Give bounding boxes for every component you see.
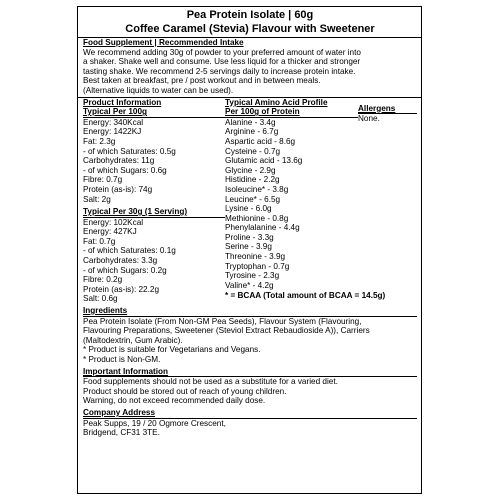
amino-row: Threonine - 3.9g xyxy=(225,252,286,262)
ingredients-heading: Ingredients xyxy=(83,306,128,316)
company-section xyxy=(83,408,417,438)
per30-row: Carbohydrates: 3.3g xyxy=(83,256,158,266)
ingredients-line: * Product is Non-GM. xyxy=(83,355,161,364)
supplement-line: We recommend adding 30g of powder to your preferred amount of water into xyxy=(83,47,361,57)
amino-row: Cysteine - 0.7g xyxy=(225,146,281,156)
product-subtitle: Coffee Caramel (Stevia) Flavour with Sweetener xyxy=(125,22,375,35)
ingredients-line: (Maltodextrin, Gum Arabic). xyxy=(83,335,183,345)
amino-row: Aspartic acid - 8.6g xyxy=(225,136,296,146)
company-line: Peak Supps, 19 / 20 Ogmore Crescent, xyxy=(83,418,417,429)
product-info-column xyxy=(83,98,225,304)
per100-row: - of which Saturates: 0.5g xyxy=(83,146,176,156)
per100-row: Fat: 2.3g xyxy=(83,136,116,146)
ingredients-line: * Product is suitable for Vegetarians and Vegans. xyxy=(83,345,261,355)
supplement-section xyxy=(83,38,417,96)
important-line: Product should be stored out of reach of young children. xyxy=(83,386,287,396)
amino-row: Phenylalanine - 4.4g xyxy=(225,223,300,233)
per100-row: Carbohydrates: 11g xyxy=(83,156,155,166)
per100-row: Energy: 340Kcal xyxy=(83,117,225,128)
important-heading: Important Information xyxy=(83,366,169,376)
allergens-column xyxy=(358,98,417,304)
amino-subheading: Per 100g of Protein xyxy=(225,107,300,117)
amino-row: Tryptophan - 0.7g xyxy=(225,261,290,271)
per100-row: Energy: 1422KJ xyxy=(83,127,142,137)
amino-row: Valine* - 4.2g xyxy=(225,280,274,290)
important-line: Food supplements should not be used as a substitute for a varied diet. xyxy=(83,376,417,387)
amino-row: Arginine - 6.7g xyxy=(225,127,279,137)
amino-row: Isoleucine* - 3.8g xyxy=(225,184,289,194)
allergens-heading: Allergens xyxy=(358,103,396,113)
amino-row: Histidine - 2.2g xyxy=(225,175,280,185)
amino-row: Leucine* - 6.5g xyxy=(225,194,281,204)
per30-row: Salt: 0.6g xyxy=(83,294,118,304)
per100-row: Fibre: 0.7g xyxy=(83,175,123,185)
info-columns xyxy=(83,98,417,304)
supplement-line: (Alternative liquids to water can be used). xyxy=(83,85,234,95)
per30-row: Protein (as-is): 22.2g xyxy=(83,284,159,294)
per100-row: Protein (as-is): 74g xyxy=(83,184,153,194)
amino-row: Tyrosine - 2.3g xyxy=(225,271,280,281)
per30-row: Fibre: 0.2g xyxy=(83,275,123,285)
per30-row: - of which Sugars: 0.2g xyxy=(83,265,167,275)
supplement-line: Best taken at breakfast, pre / post workout and in between meals. xyxy=(83,76,321,86)
amino-heading: Typical Amino Acid Profile xyxy=(225,97,328,107)
product-info-heading: Product Information xyxy=(83,97,162,107)
important-line: Warning, do not exceed recommended daily dose. xyxy=(83,396,266,406)
ingredients-line: Flavouring Preparations, Sweetener (Steviol Extract Rebaudioside A)), Carriers xyxy=(83,326,370,336)
ingredients-line: Pea Protein Isolate (From Non-GM Pea Seeds), Flavour System (Flavouring, xyxy=(83,316,417,327)
amino-row: Serine - 3.9g xyxy=(225,242,272,252)
allergens-value: None. xyxy=(358,113,417,124)
per100-heading: Typical Per 100g xyxy=(83,107,148,117)
important-section xyxy=(83,367,417,406)
amino-row: Lysine - 6.0g xyxy=(225,204,272,214)
amino-row: Glycine - 2.9g xyxy=(225,165,276,175)
amino-row: Methionine - 0.8g xyxy=(225,213,289,223)
bcaa-note: * = BCAA (Total amount of BCAA = 14.5g) xyxy=(225,291,386,301)
supplement-line: a shaker. Shake well and consume. Use less liquid for a thicker and stronger xyxy=(83,57,361,67)
amino-row: Glutamic acid - 13.6g xyxy=(225,156,303,166)
per30-row: Energy: 102Kcal xyxy=(83,217,225,228)
per30-row: Fat: 0.7g xyxy=(83,236,116,246)
per30-row: Energy: 427KJ xyxy=(83,227,137,237)
nutrition-label xyxy=(77,6,422,494)
ingredients-section xyxy=(83,306,417,365)
supplement-heading: Food Supplement | Recommended Intake xyxy=(83,38,244,47)
amino-row: Proline - 3.3g xyxy=(225,232,274,242)
amino-row: Alanine - 3.4g xyxy=(225,117,358,128)
per30-heading: Typical Per 30g (1 Serving) xyxy=(83,207,188,217)
product-title: Pea Protein Isolate | 60g xyxy=(186,9,314,21)
company-line: Bridgend, CF31 3TE. xyxy=(83,428,160,438)
per100-row: Salt: 2g xyxy=(83,194,111,204)
per30-row: - of which Saturates: 0.1g xyxy=(83,246,176,256)
company-heading: Company Address xyxy=(83,407,156,417)
per100-row: - of which Sugars: 0.6g xyxy=(83,165,167,175)
supplement-line: tasting shake. We recommend 2-5 servings daily to increase protein intake. xyxy=(83,66,356,76)
